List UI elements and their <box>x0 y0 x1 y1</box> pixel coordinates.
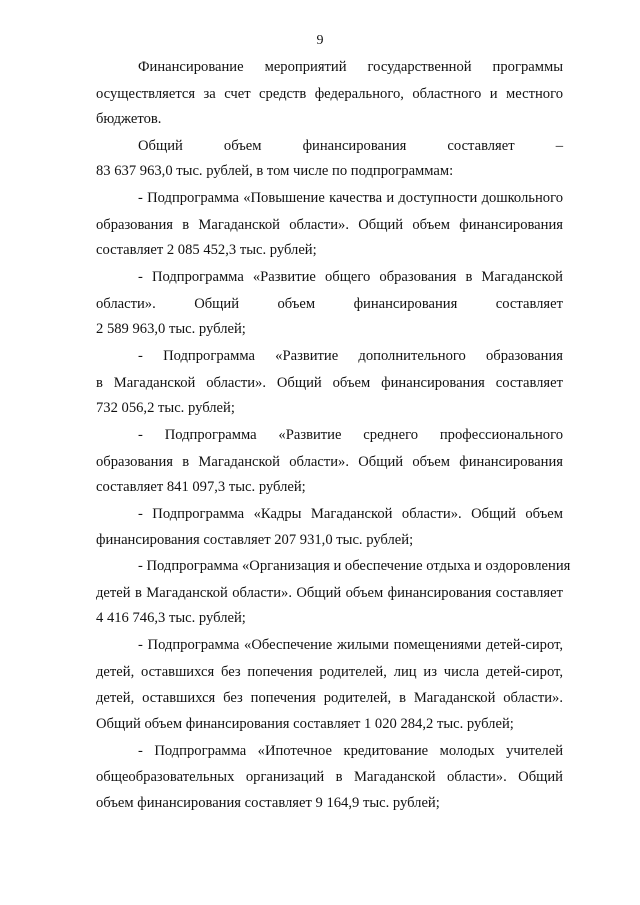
text-line: - Подпрограмма «Развитие среднего профессионального <box>138 427 563 443</box>
text-line: 83 637 963,0 тыс. рублей, в том числе по подпрограммам: <box>96 163 454 179</box>
text-line: в Магаданской области». Общий объем финансирования составляет <box>96 375 563 391</box>
text-line: образования в Магаданской области». Общий объем финансирования <box>96 217 563 233</box>
text-line: образования в Магаданской области». Общий объем финансирования <box>96 454 563 470</box>
text-line: - Подпрограмма «Повышение качества и доступности дошкольного <box>138 190 563 206</box>
text-line: детей, оставшихся без попечения родителей, в Магаданской области». <box>96 690 563 706</box>
text-line: общеобразовательных организаций в Магаданской области». Общий <box>96 769 563 785</box>
text-line: 4 416 746,3 тыс. рублей; <box>96 610 246 626</box>
text-line: Финансирование мероприятий государственной программы <box>138 59 563 75</box>
text-line: - Подпрограмма «Развитие дополнительного образования <box>138 348 563 364</box>
text-line: осуществляется за счет средств федерального, областного и местного <box>96 86 563 102</box>
text-line: составляет 841 097,3 тыс. рублей; <box>96 479 306 495</box>
text-line: - Подпрограмма «Обеспечение жилыми помещениями детей-сирот, <box>138 637 563 653</box>
text-line: детей в Магаданской области». Общий объем финансирования составляет <box>96 585 563 601</box>
text-line: - Подпрограмма «Кадры Магаданской области». Общий объем <box>138 506 563 522</box>
text-line: финансирования составляет 207 931,0 тыс. рублей; <box>96 532 414 548</box>
text-line: детей, оставшихся без попечения родителей, лиц из числа детей-сирот, <box>96 664 563 680</box>
text-line: 2 589 963,0 тыс. рублей; <box>96 321 246 337</box>
text-line: области». Общий объем финансирования составляет <box>96 296 563 312</box>
text-line: объем финансирования составляет 9 164,9 тыс. рублей; <box>96 795 440 811</box>
text-line: - Подпрограмма «Организация и обеспечение отдыха и оздоровления <box>138 558 571 574</box>
text-line: Общий объем финансирования составляет 1 020 284,2 тыс. рублей; <box>96 716 514 732</box>
text-line: - Подпрограмма «Ипотечное кредитование молодых учителей <box>138 743 563 759</box>
text-line: Общий объем финансирования составляет – <box>138 138 563 154</box>
text-line: 732 056,2 тыс. рублей; <box>96 400 235 416</box>
text-line: бюджетов. <box>96 111 162 127</box>
page-number: 9 <box>316 33 324 48</box>
text-line: составляет 2 085 452,3 тыс. рублей; <box>96 242 317 258</box>
text-line: - Подпрограмма «Развитие общего образования в Магаданской <box>138 269 563 285</box>
